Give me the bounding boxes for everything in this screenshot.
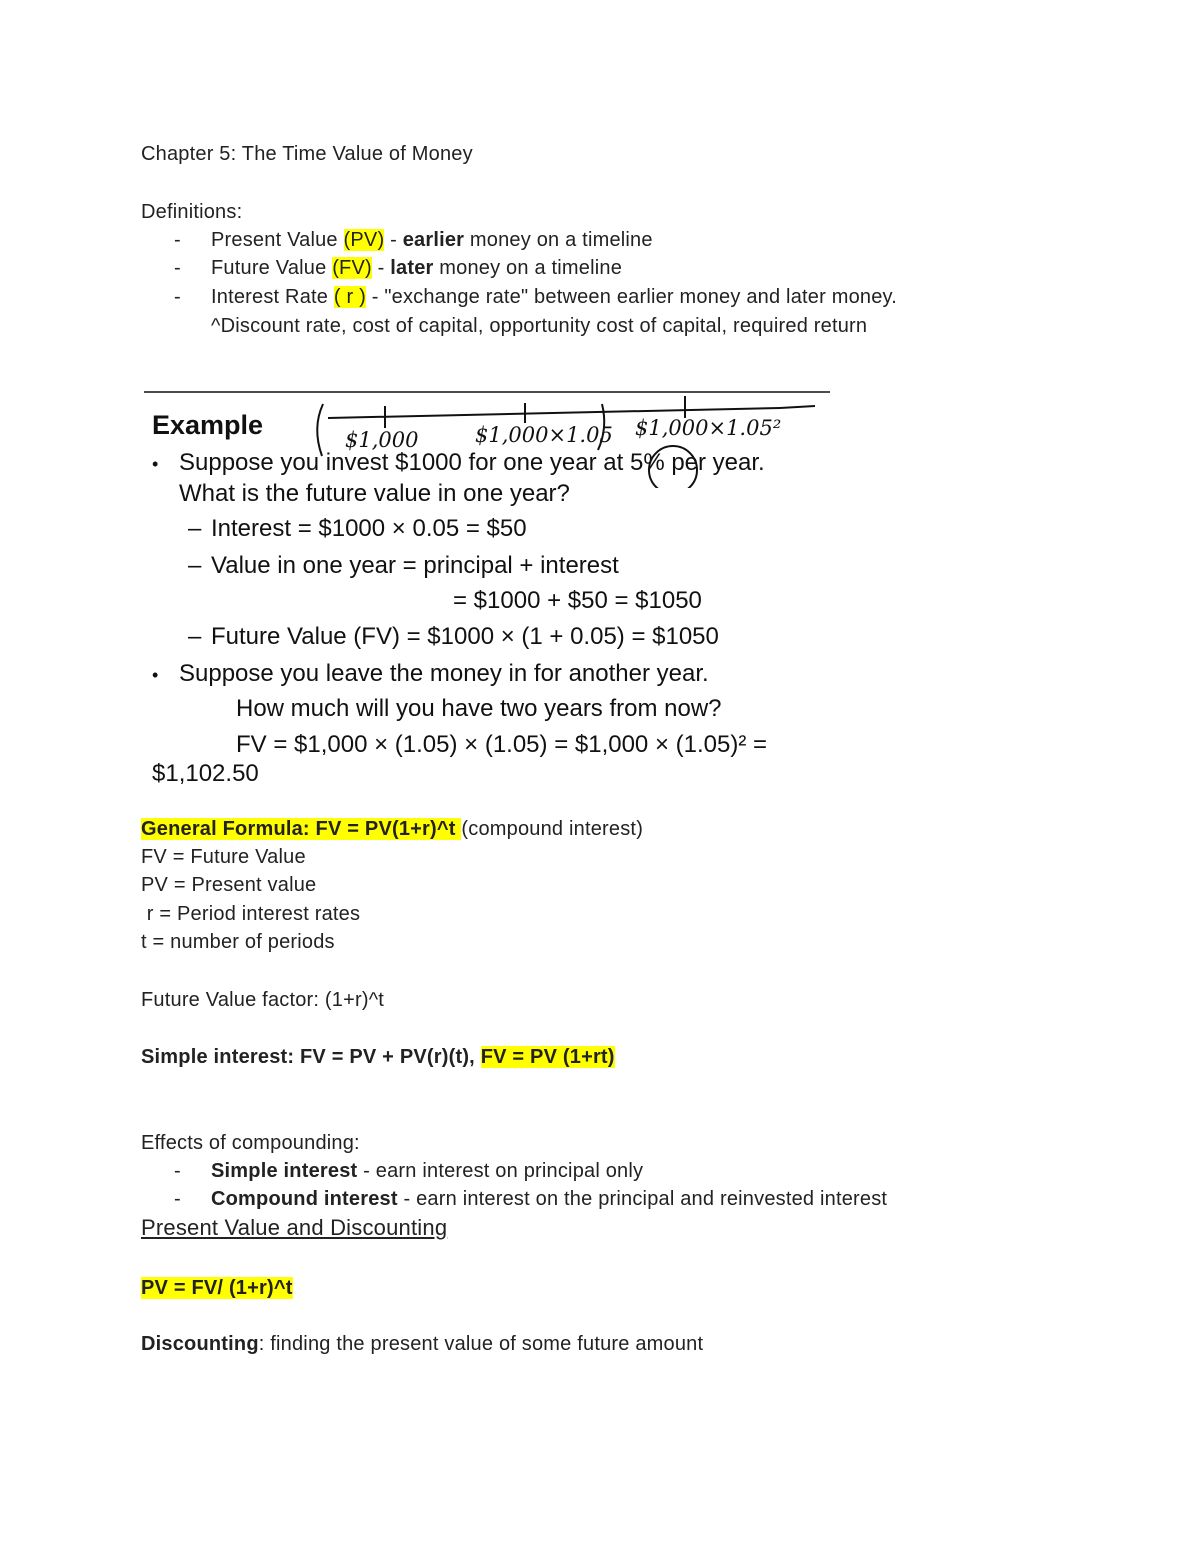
simple-interest-formula <box>141 1044 615 1070</box>
example-bullet2-line4: $1,102.50 <box>152 760 259 787</box>
example-bullet2-line2: How much will you have two years from now? <box>236 695 722 722</box>
definitions-heading: Definitions: <box>141 201 243 223</box>
var-t: t = number of periods <box>141 931 335 953</box>
list-dash: - <box>174 1160 181 1182</box>
effect-compound <box>211 1186 887 1212</box>
bullet: • <box>152 454 159 474</box>
subdash: – <box>188 552 202 579</box>
subdash: – <box>188 623 202 650</box>
list-dash: - <box>174 1188 181 1210</box>
example-value-line: Value in one year = principal + interest <box>211 552 619 579</box>
handwritten-t2: $1,000×1.05² <box>635 416 782 440</box>
example-interest-line: Interest = $1000 × 0.05 = $50 <box>211 515 527 542</box>
abbr-highlight: (PV) <box>343 229 385 251</box>
example-bullet2-line1: Suppose you leave the money in for another year. <box>179 660 709 687</box>
var-pv: PV = Present value <box>141 874 317 896</box>
bullet: • <box>152 665 159 685</box>
separator: - <box>365 286 385 308</box>
discounting-text: : finding the present value of some future amount <box>258 1333 704 1355</box>
effect-term: Compound interest <box>211 1188 398 1210</box>
abbr-highlight: (FV) <box>332 257 372 279</box>
definition-text: "exchange rate" between earlier money and later money. <box>384 286 898 308</box>
discounting-definition <box>141 1331 703 1357</box>
example-slide-image <box>140 388 830 793</box>
effect-simple <box>211 1158 643 1184</box>
example-fv-line: Future Value (FV) = $1000 × (1 + 0.05) = $1050 <box>211 623 719 650</box>
definition-note: ^Discount rate, cost of capital, opportunity cost of capital, required return <box>211 315 868 337</box>
term: Interest Rate <box>211 286 334 308</box>
separator: - <box>384 229 403 251</box>
example-bullet1-line1: Suppose you invest $1000 for one year at 5% per year. <box>179 449 765 476</box>
var-r: r = Period interest rates <box>141 903 361 925</box>
definition-interest-rate <box>211 284 897 310</box>
example-bullet1-line2: What is the future value in one year? <box>179 480 570 507</box>
effect-term: Simple interest <box>211 1160 358 1182</box>
pv-formula-highlight: PV = FV/ (1+r)^t <box>141 1277 293 1299</box>
effect-text: - earn interest on principal only <box>357 1160 644 1182</box>
var-fv: FV = Future Value <box>141 846 306 868</box>
pv-formula <box>141 1275 293 1301</box>
simple-interest-label: Simple interest: FV = PV + PV(r)(t), <box>141 1046 481 1068</box>
term: Present Value <box>211 229 344 251</box>
page-title: Chapter 5: The Time Value of Money <box>141 143 473 165</box>
fv-factor: Future Value factor: (1+r)^t <box>141 989 385 1011</box>
definition-present-value <box>211 227 653 253</box>
general-formula-label: General Formula: FV = PV(1+r)^t <box>141 818 462 840</box>
general-formula <box>141 816 643 842</box>
example-bullet2-line3: FV = $1,000 × (1.05) × (1.05) = $1,000 × (1.05)² = <box>236 731 767 758</box>
term: Future Value <box>211 257 333 279</box>
example-value-line2: = $1000 + $50 = $1050 <box>453 587 702 614</box>
list-dash: - <box>174 229 181 251</box>
pv-section-heading: Present Value and Discounting <box>141 1215 448 1240</box>
subdash: – <box>188 515 202 542</box>
discounting-term: Discounting <box>141 1333 259 1355</box>
handwritten-t0: $1,000 <box>345 428 419 452</box>
handwritten-t1: $1,000×1.05 <box>475 423 613 447</box>
definition-text: money on a timeline <box>464 229 653 251</box>
separator: - <box>371 257 391 279</box>
effect-text: - earn interest on the principal and reinvested interest <box>397 1188 888 1210</box>
abbr-highlight: ( r ) <box>333 286 366 308</box>
effects-heading: Effects of compounding: <box>141 1132 360 1154</box>
definition-text: money on a timeline <box>433 257 623 279</box>
list-dash: - <box>174 257 181 279</box>
definition-future-value <box>211 255 622 281</box>
example-heading: Example <box>152 410 264 440</box>
bold-word: earlier <box>402 229 465 251</box>
general-formula-note: (compound interest) <box>461 818 644 840</box>
bold-word: later <box>390 257 434 279</box>
timeline-dash <box>780 406 815 408</box>
simple-interest-highlight: FV = PV (1+rt) <box>480 1046 615 1068</box>
list-dash: - <box>174 286 181 308</box>
